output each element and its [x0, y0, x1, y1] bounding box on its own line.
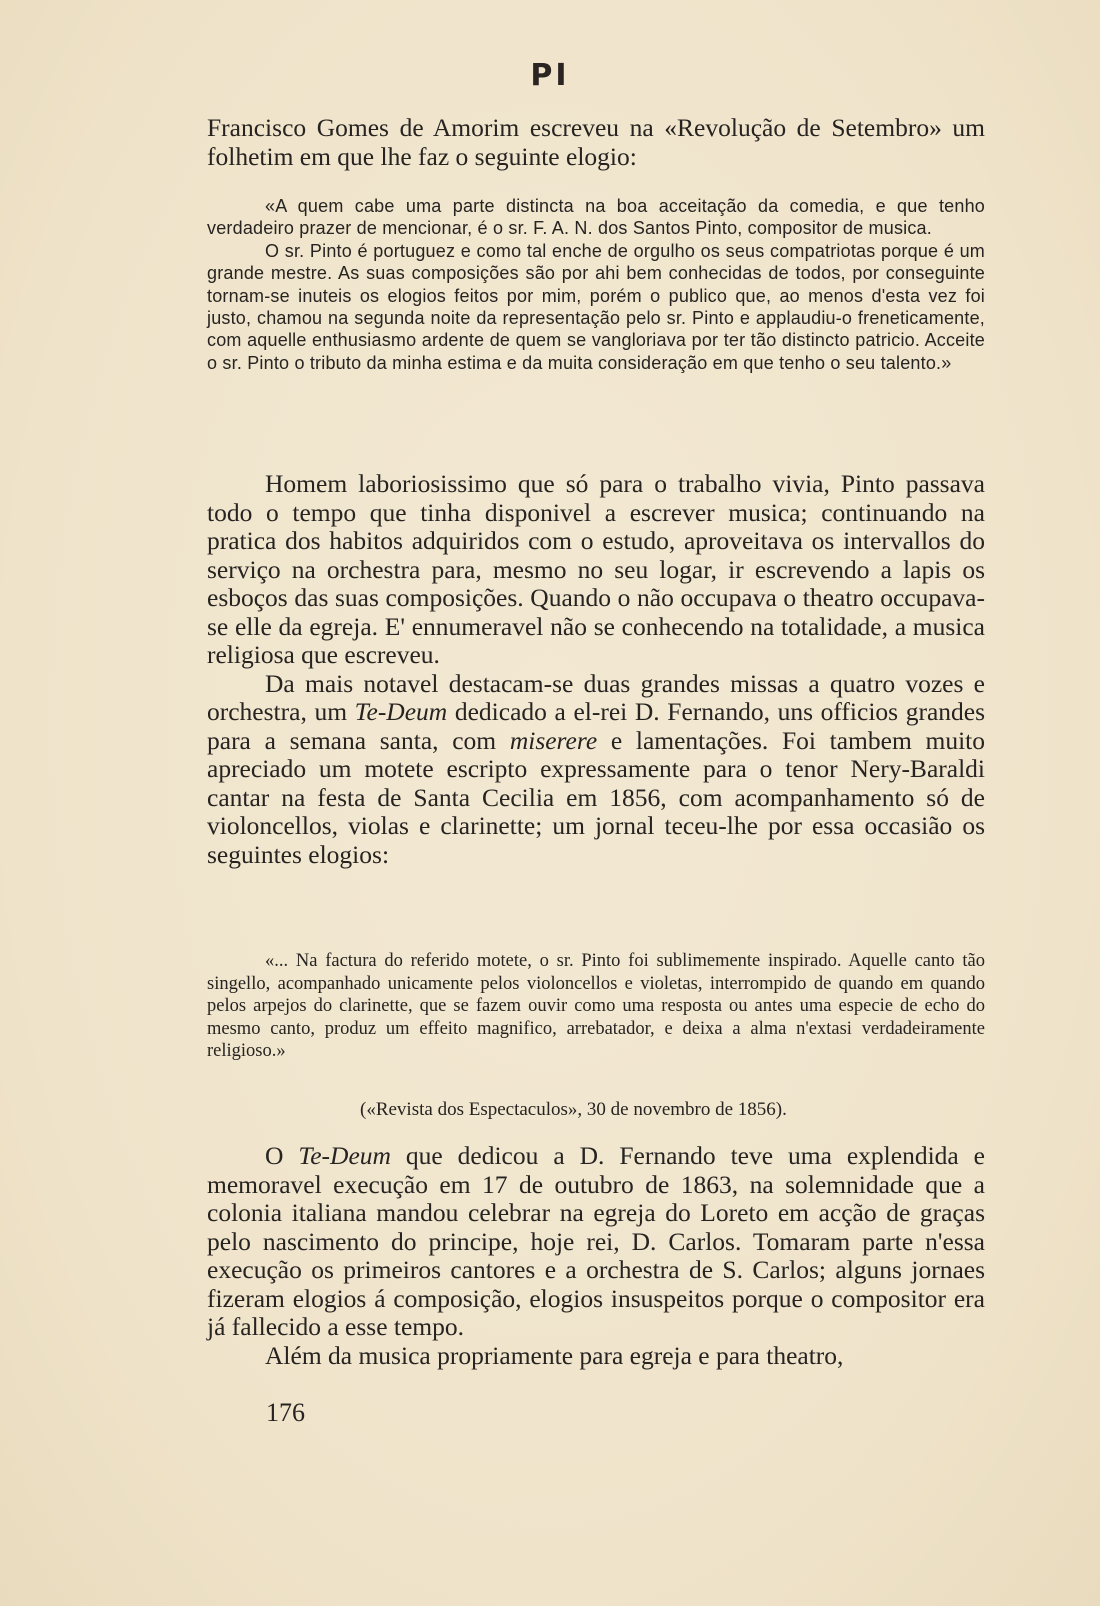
body1-p2-part-c: e lamentações. Foi tambem muito apreciado um motete escripto expressamente para o tenor Nery-Baraldi cantar na festa de Santa Cecilia em 1856, com acompanhamento só de violoncellos, violas e clarinette; um jornal teceu-lhe por essa occasião os seguintes elogios:	[207, 725, 985, 869]
body2-paragraph-1	[207, 1142, 985, 1342]
quote-block-2	[207, 950, 985, 1063]
quote-block-1	[207, 195, 985, 374]
body1-p2-part-a: Da mais notavel destacam-se duas grandes missas a quatro vozes e orchestra, um	[207, 668, 985, 726]
body2-paragraph-2: Além da musica propriamente para egreja e para theatro,	[265, 1340, 844, 1370]
running-header: PI	[530, 58, 570, 93]
body-section-2	[207, 1142, 985, 1370]
intro-text: Francisco Gomes de Amorim escreveu na «Revolução de Setembro» um folhetim em que lhe faz o seguinte elogio:	[207, 113, 985, 171]
quote2-citation: («Revista dos Espectaculos», 30 de novembro de 1856).	[360, 1099, 787, 1120]
quote1-paragraph-2: O sr. Pinto é portuguez e como tal enche de orgulho os seus compatriotas porque é um grande mestre. As suas composições são por ahi bem conhecidas de todos, por conseguinte tornam-se inuteis os elogios feitos por mim, porém o publico que, ao menos d'esta vez foi justo, chamou na segunda noite da representação pelo sr. Pinto e applaudiu-o freneticamente, com aquelle enthusiasmo ardente de quem se vangloriava por ter tão distincto patricio. Acceite o sr. Pinto o tributo da minha estima e da muita consideração em que tenho o seu talento.»	[207, 240, 985, 373]
intro-paragraph	[207, 114, 985, 171]
body2-p1-part-b: que dedicou a D. Fernando teve uma explendida e memoravel execução em 17 de outubro de 1863, na solemnidade que a colonia italiana mandou celebrar na egreja do Loreto em acção de graças pelo nascimento do principe, hoje rei, D. Carlos. Tomaram parte n'essa execução os primeiros cantores e a orchestra de S. Carlos; alguns jornaes fizeram elogios á composição, elogios insuspeitos porque o compositor era já fallecido a esse tempo.	[207, 1141, 985, 1341]
te-deum-title-2: Te-Deum	[298, 1141, 391, 1170]
body1-paragraph-2	[207, 670, 985, 870]
quote1-paragraph-1: «A quem cabe uma parte distincta na boa acceitação da comedia, e que tenho verdadeiro prazer de mencionar, é o sr. F. A. N. dos Santos Pinto, compositor de musica.	[207, 196, 985, 239]
miserere-term: miserere	[509, 725, 598, 755]
page-number: 176	[266, 1398, 305, 1427]
body2-p1-part-a: O	[265, 1141, 299, 1170]
body1-paragraph-1: Homem laboriosissimo que só para o trabalho vivia, Pinto passava todo o tempo que tinha disponivel a escrever musica; continuando na pratica dos habitos adquiridos com o estudo, aproveitava os intervallos do serviço na orchestra para, mesmo no seu logar, ir escrevendo a lapis os esboços das suas composições. Quando o não occupava o theatro occupava-se elle da egreja. E' ennumeravel não se conhecendo na totalidade, a musica religiosa que escreveu.	[207, 469, 985, 669]
body1-p2-part-b: dedicado a el-rei D. Fernando, uns officios grandes para a semana santa, com	[207, 697, 985, 755]
quote2-text: «... Na factura do referido motete, o sr. Pinto foi sublimemente inspirado. Aquelle canto tão singello, acompanhado unicamente pelos violoncellos e violetas, interrompido de quando em quando pelos arpejos do clarinette, que se fazem ouvir como uma resposta ou antes uma especie de echo do mesmo canto, produz um effeito magnifico, arrebatador, e deixa a alma n'extasi verdadeiramente religioso.»	[207, 951, 985, 1062]
body-section-1	[207, 470, 985, 869]
te-deum-title: Te-Deum	[354, 697, 448, 726]
